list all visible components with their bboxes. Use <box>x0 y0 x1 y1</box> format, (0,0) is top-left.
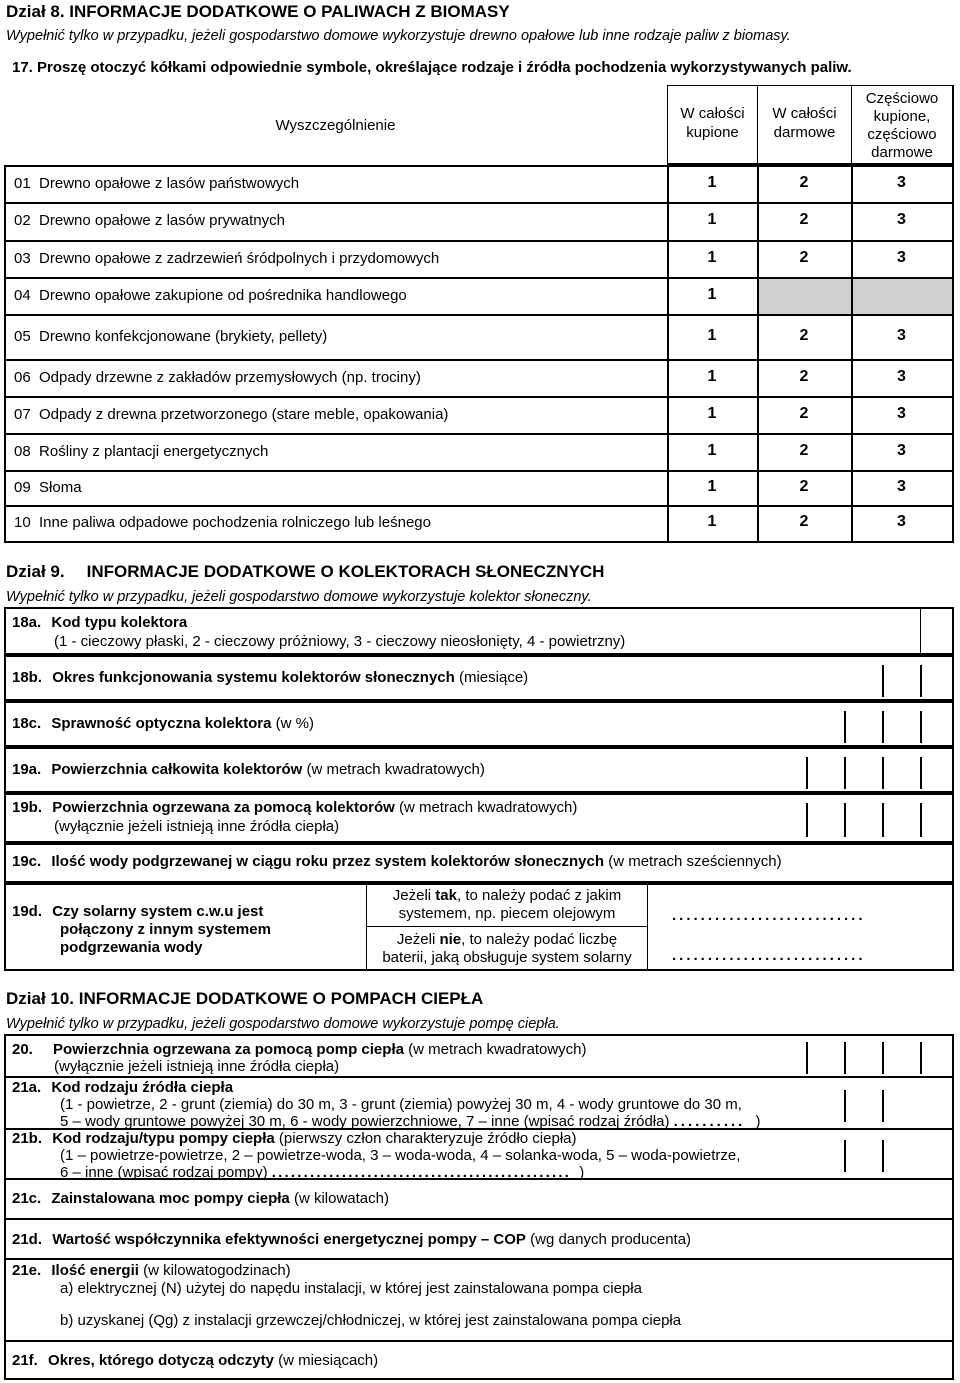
fuel-option-b[interactable]: 2 <box>799 513 809 530</box>
fuel-option-c[interactable]: 3 <box>897 404 906 422</box>
row-21e <box>4 1258 954 1342</box>
fuel-row-label: 03 Drewno opałowe z zadrzewień śródpolnych i przydomowych <box>14 249 440 267</box>
fuel-option-b[interactable]: 2 <box>799 367 809 385</box>
row-21c <box>4 1178 954 1220</box>
q18c-label: Sprawność optyczna kolektora <box>51 715 272 732</box>
row-20 <box>4 1034 954 1078</box>
q19d-options <box>366 883 648 971</box>
header-free-l1: W całości <box>772 105 837 122</box>
section-8-title: Dział 8. INFORMACJE DODATKOWE O PALIWACH Z BIOMASY <box>6 2 510 21</box>
q19d-no-t1: Jeżeli <box>396 931 440 948</box>
fuel-option-c[interactable]: 3 <box>897 211 906 228</box>
q21a-options-l1: (1 - powietrze, 2 - grunt (ziemia) do 30 m, 3 - grunt (ziemia) powyżej 30 m, 4 - wody gruntowe do 30 m, <box>60 1096 742 1113</box>
q19c-unit: (w metrach sześciennych) <box>604 853 782 870</box>
q19b-num: 19b. <box>12 799 43 816</box>
row-21d <box>4 1218 954 1260</box>
row-18a <box>4 607 954 655</box>
q21f-num: 21f. <box>12 1352 38 1369</box>
fuel-option-a[interactable]: 1 <box>707 211 717 228</box>
section-9-note: Wypełnić tylko w przypadku, jeżeli gospodarstwo domowe wykorzystuje kolektor słoneczny. <box>6 589 592 605</box>
fuel-row-label: 04 Drewno opałowe zakupione od pośrednika handlowego <box>14 286 407 304</box>
q21e-text <box>12 1262 642 1298</box>
q21b-options-l2: 6 – inne (wpisać rodzaj pompy) <box>60 1164 268 1181</box>
section-9-title <box>6 562 604 582</box>
q21e-option-a: a) elektrycznej (N) użytej do napędu instalacji, w której jest zainstalowana pompa ciepła <box>60 1280 642 1297</box>
header-bought-l1: W całości <box>680 105 745 122</box>
q21f-unit: (w miesiącach) <box>273 1352 379 1369</box>
q18a-input-box[interactable] <box>920 609 953 653</box>
fuel-option-b[interactable]: 2 <box>799 404 809 422</box>
fuel-option-c[interactable]: 3 <box>897 441 906 459</box>
q19d-no-answer[interactable]: ........................... <box>672 947 866 964</box>
q19b-condition: (wyłącznie jeżeli istnieją inne źródła ciepła) <box>54 818 340 835</box>
q18c-unit: (w %) <box>271 715 314 732</box>
row-21f <box>4 1340 954 1380</box>
fuel-row-label: 01 Drewno opałowe z lasów państwowych <box>14 174 300 192</box>
q21f-label: Okres, którego dotyczą odczyty <box>48 1352 274 1369</box>
q19b-label: Powierzchnia ogrzewana za pomocą kolektorów <box>52 799 395 816</box>
q21b-close: ) <box>579 1164 585 1181</box>
header-bought <box>667 85 757 165</box>
fuel-row-label: 10 Inne paliwa odpadowe pochodzenia rolniczego lub leśnego <box>14 514 431 531</box>
q21b-text <box>12 1130 740 1181</box>
q19d-yes-t3: , to należy podać z jakim <box>456 887 622 904</box>
fuel-option-a[interactable]: 1 <box>707 513 717 530</box>
q21a-other-input[interactable]: .......... <box>673 1113 746 1130</box>
fuel-table <box>4 85 954 543</box>
q19d-question <box>12 903 271 957</box>
q19d-l3: podgrzewania wody <box>60 939 203 956</box>
q21a-label: Kod rodzaju źródła ciepła <box>51 1079 234 1096</box>
fuel-option-b[interactable]: 2 <box>799 477 809 495</box>
q21c-unit: (w kilowatach) <box>289 1190 389 1207</box>
q19c-label: Ilość wody podgrzewanej w ciągu roku przez system kolektorów słonecznych <box>51 853 605 870</box>
fuel-option-c[interactable]: 3 <box>897 367 906 385</box>
fuel-option-a[interactable]: 1 <box>707 404 717 422</box>
q21e-unit: (w kilowatogodzinach) <box>138 1262 291 1279</box>
fuel-option-b[interactable]: 2 <box>799 441 809 459</box>
fuel-option-c[interactable]: 3 <box>897 326 906 344</box>
header-free-l2: darmowe <box>773 124 836 141</box>
q18a-label: Kod typu kolektora <box>51 614 188 631</box>
q21b-note: (pierwszy człon charakteryzuje źródło ciepła) <box>274 1130 577 1147</box>
row-19b <box>4 793 954 843</box>
q19d-yes-option <box>367 883 647 927</box>
q21e-num: 21e. <box>12 1262 42 1279</box>
header-partial-l4: darmowe <box>871 144 933 161</box>
q18b-input-box[interactable] <box>883 665 951 697</box>
q18b-label: Okres funkcjonowania systemu kolektorów słonecznych <box>52 669 455 686</box>
header-free <box>757 85 851 165</box>
q19a-num: 19a. <box>12 761 42 778</box>
q19d-num: 19d. <box>12 903 43 920</box>
q19a-unit: (w metrach kwadratowych) <box>302 761 485 778</box>
fuel-row-label: 05 Drewno konfekcjonowane (brykiety, pellety) <box>14 327 328 345</box>
q21b-num: 21b. <box>12 1130 43 1147</box>
q21a-options-l2: 5 – wody gruntowe powyżej 30 m, 6 - wody powierzchniowe, 7 – inne (wpisać rodzaj źródła) <box>60 1113 670 1130</box>
header-bought-l2: kupione <box>686 124 739 141</box>
fuel-option-c[interactable]: 3 <box>897 477 906 495</box>
fuel-option-a[interactable]: 1 <box>707 441 717 459</box>
section-8-note: Wypełnić tylko w przypadku, jeżeli gospodarstwo domowe wykorzystuje drewno opałowe lub inne rodzaje paliw z biomasy. <box>6 28 791 44</box>
q19a-label: Powierzchnia całkowita kolektorów <box>51 761 303 778</box>
fuel-row-label: 06 Odpady drzewne z zakładów przemysłowych (np. trociny) <box>14 368 421 386</box>
row-21b <box>4 1128 954 1180</box>
q18a-options: (1 - cieczowy płaski, 2 - cieczowy próżniowy, 3 - cieczowy nieosłonięty, 4 - powietrzny) <box>54 633 626 650</box>
q21a-input-box[interactable] <box>845 1090 882 1122</box>
fuel-option-a[interactable]: 1 <box>707 173 717 191</box>
fuel-option-a[interactable]: 1 <box>707 248 717 266</box>
header-partial-l1: Częściowo <box>865 90 939 107</box>
disabled-cell <box>759 279 852 315</box>
q19d-yes-answer[interactable]: ........................... <box>672 907 866 924</box>
header-partial-l3: częściowo <box>867 126 937 143</box>
q19b-input-box[interactable] <box>807 803 951 837</box>
fuel-option-a[interactable]: 1 <box>707 367 717 385</box>
q19c-num: 19c. <box>12 853 42 870</box>
q19d-yes-t4: systemem, np. piecem olejowym <box>398 905 616 922</box>
row-21a <box>4 1076 954 1130</box>
fuel-option-c[interactable]: 3 <box>897 248 906 266</box>
q19a-input-box[interactable] <box>807 757 951 789</box>
q21a-text <box>12 1079 761 1130</box>
q19d-no-option <box>367 927 647 971</box>
q18c-input-box[interactable] <box>845 711 951 743</box>
q18b-num: 18b. <box>12 669 43 686</box>
fuel-option-a[interactable]: 1 <box>707 285 717 303</box>
row-18c <box>4 701 954 747</box>
q18b-unit: (miesiące) <box>454 669 529 686</box>
row-19d <box>4 883 954 971</box>
header-partial <box>851 85 954 165</box>
q19d-l2: połączony z innym systemem <box>60 921 271 938</box>
q19d-no-t2: nie <box>439 931 462 948</box>
header-spec: Wyszczególnienie <box>275 116 396 134</box>
fuel-option-a[interactable]: 1 <box>707 477 717 495</box>
q21a-close: ) <box>755 1113 761 1130</box>
q18a-num: 18a. <box>12 614 42 631</box>
q19d-yes-t2: tak <box>435 887 457 904</box>
q19d-no-t4: baterii, jaką obsługuje system solarny <box>382 949 632 966</box>
q19d-yes-t1: Jeżeli <box>392 887 436 904</box>
fuel-row-label: 07 Odpady z drewna przetworzonego (stare meble, opakowania) <box>14 405 449 423</box>
disabled-cell <box>853 279 952 315</box>
row-18b <box>4 655 954 701</box>
section-9-number: Dział 9. <box>6 562 65 581</box>
q21a-num: 21a. <box>12 1079 42 1096</box>
q21e-label: Ilość energii <box>51 1262 139 1279</box>
q20-unit: (w metrach kwadratowych) <box>403 1041 587 1058</box>
fuel-option-b[interactable]: 2 <box>799 248 809 266</box>
fuel-row-label: 08 Rośliny z plantacji energetycznych <box>14 442 269 460</box>
q21c-label: Zainstalowana moc pompy ciepła <box>51 1190 290 1207</box>
section-9-heading: INFORMACJE DODATKOWE O KOLEKTORACH SŁONECZNYCH <box>86 562 605 581</box>
fuel-option-c[interactable]: 3 <box>897 173 906 191</box>
fuel-row-label: 09 Słoma <box>14 478 82 496</box>
fuel-option-b[interactable]: 2 <box>799 211 809 228</box>
q19d-l1: Czy solarny system c.w.u jest <box>52 903 264 920</box>
q19d-no-t3: , to należy podać liczbę <box>461 931 618 948</box>
row-19a <box>4 747 954 793</box>
q21d-label: Wartość współczynnika efektywności energetycznej pompy – COP <box>52 1231 526 1248</box>
section-10-note: Wypełnić tylko w przypadku, jeżeli gospodarstwo domowe wykorzystuje pompę ciepła. <box>6 1016 560 1032</box>
row-19c <box>4 843 954 883</box>
q20-input-box[interactable] <box>807 1042 951 1074</box>
q20-num: 20. <box>12 1041 33 1058</box>
q20-condition: (wyłącznie jeżeli istnieją inne źródła ciepła) <box>54 1058 340 1075</box>
q19b-unit: (w metrach kwadratowych) <box>394 799 578 816</box>
question-17: 17. Proszę otoczyć kółkami odpowiednie symbole, określające rodzaje i źródła pochodzenia wykorzystywanych paliw. <box>12 59 852 76</box>
q21b-input-box[interactable] <box>845 1140 882 1172</box>
q18c-num: 18c. <box>12 715 42 732</box>
header-partial-l2: kupione, <box>873 108 931 125</box>
q21d-unit: (wg danych producenta) <box>525 1231 692 1248</box>
section-10-title: Dział 10. INFORMACJE DODATKOWE O POMPACH CIEPŁA <box>6 989 484 1008</box>
q21b-label: Kod rodzaju/typu pompy ciepła <box>52 1130 275 1147</box>
q21b-options-l1: (1 – powietrze-powietrze, 2 – powietrze-woda, 3 – woda-woda, 4 – solanka-woda, 5 – woda-powietrze, <box>60 1147 741 1164</box>
fuel-option-b[interactable]: 2 <box>799 326 809 344</box>
fuel-option-c[interactable]: 3 <box>897 513 906 530</box>
q21d-num: 21d. <box>12 1231 43 1248</box>
fuel-option-b[interactable]: 2 <box>799 173 809 191</box>
q21c-num: 21c. <box>12 1190 42 1207</box>
q20-label: Powierzchnia ogrzewana za pomocą pomp ciepła <box>53 1041 404 1058</box>
q21b-other-input[interactable]: ............................................... <box>271 1164 572 1181</box>
q21e-option-b: b) uzyskanej (Qg) z instalacji grzewczej/chłodniczej, w której jest zainstalowana pompa ciepła <box>60 1312 682 1329</box>
fuel-option-a[interactable]: 1 <box>707 326 717 344</box>
fuel-row-label: 02 Drewno opałowe z lasów prywatnych <box>14 212 285 229</box>
